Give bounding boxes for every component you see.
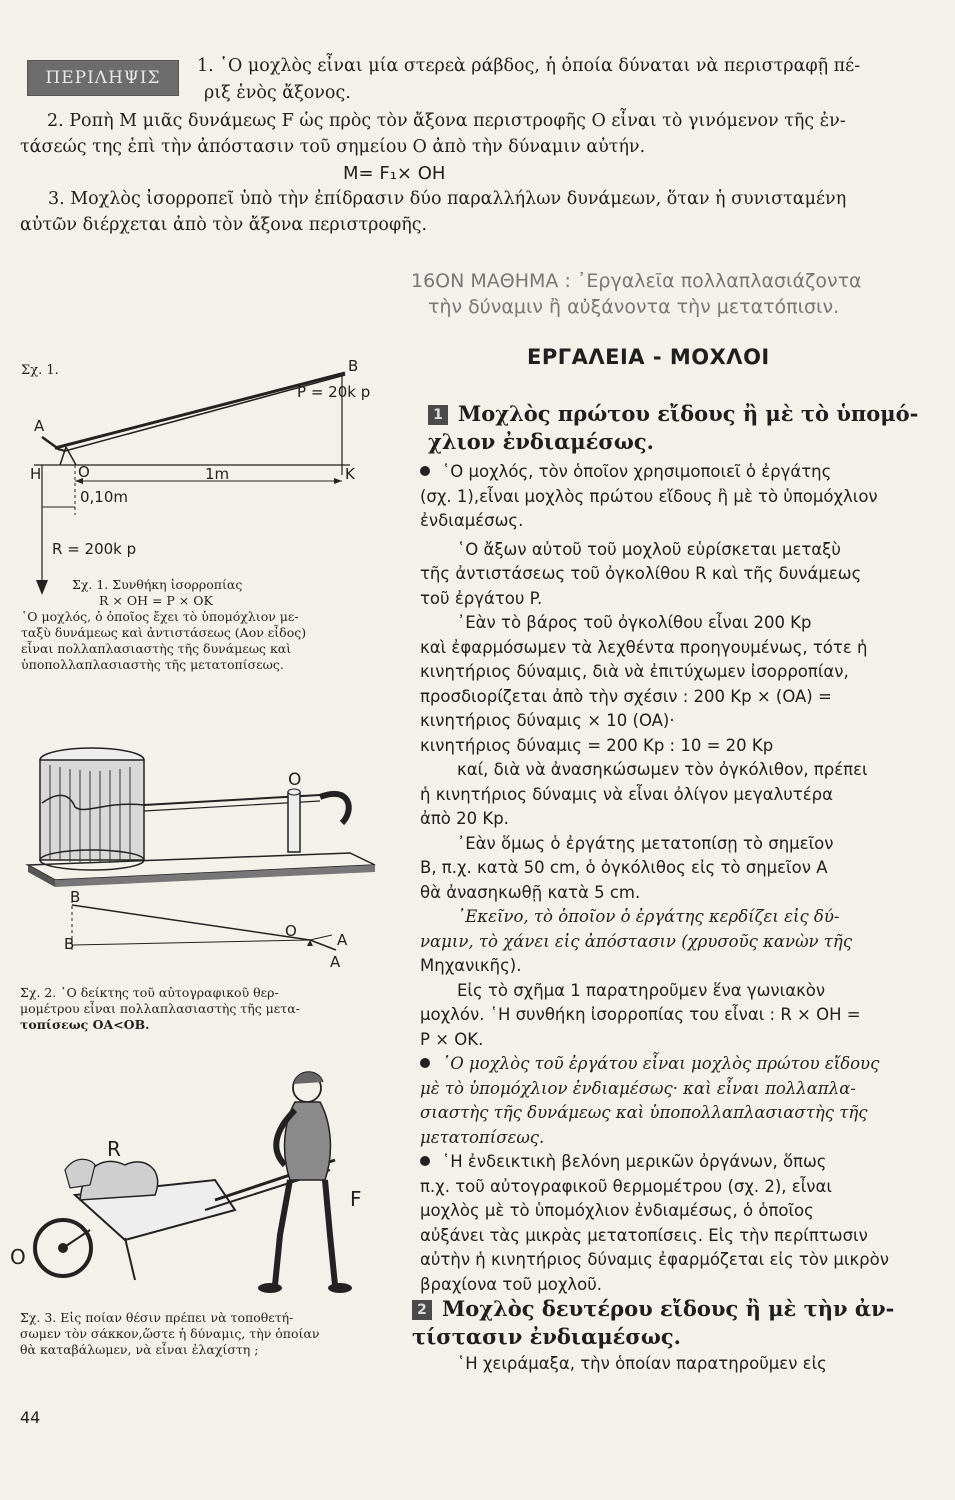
section2-line: ῾Η χειράμαξα, τὴν ὁποίαν παρατηροῦμεν εἰς: [457, 1354, 827, 1373]
section2-heading-cont: τίστασιν ἐνδιαμέσως.: [412, 1324, 681, 1349]
fig3-caption-3: θὰ καταβάλωμεν, νὰ εἶναι ἐλαχίστη ;: [20, 1342, 259, 1357]
body-line: Μηχανικῆς).: [420, 956, 522, 975]
body-line: τοῦ ἐργάτου P.: [420, 588, 543, 608]
body-line: ῾Ο ἄξων αὐτοῦ τοῦ μοχλοῦ εὑρίσκεται μεταξὺ: [457, 539, 841, 559]
figure-3: [5, 1060, 385, 1300]
fig1-label-h: H: [30, 465, 42, 483]
bullet-icon: [420, 1156, 430, 1166]
fig2-label-o-top: O: [288, 770, 302, 790]
lesson-title-line1: 16ΟΝ ΜΑΘΗΜΑ : ᾿Εργαλεῖα πολλαπλασιάζοντα: [411, 270, 862, 292]
body-line: π.χ. τοῦ αὐτογραφικοῦ θερμομέτρου (σχ. 2), εἶναι: [420, 1176, 832, 1196]
summary-point-3a: 3. Μοχλὸς ἰσορροπεῖ ὑπὸ τὴν ἐπίδρασιν δύο παραλλήλων δυνάμεων, ὅταν ἡ συνισταμένη: [48, 189, 847, 209]
body-line: σιαστὴς τῆς δυνάμεως καὶ ὑποπολλαπλασιαστὴς τῆς: [420, 1103, 868, 1122]
fig1-caption-5: εἶναι πολλαπλασιαστὴς τῆς δυνάμεως καὶ: [21, 641, 292, 656]
body-line: B, π.χ. κατὰ 50 cm, ὁ ὀγκόλιθος εἰς τὸ σημεῖον A: [420, 858, 828, 877]
fig1-force-r: R = 200k p: [52, 540, 137, 558]
bullet-icon: [420, 466, 430, 476]
summary-formula: M= F₁× OH: [343, 163, 446, 184]
summary-point-1b: ριξ ἑνὸς ἄξονος.: [204, 83, 351, 103]
fig1-force-p: P = 20k p: [297, 383, 371, 401]
body-line: αὐτὴν ἡ κινητήριος δύναμις ἐφαρμόζεται εἰς τὸν μικρὸν: [420, 1250, 889, 1269]
body-line: βραχίονα τοῦ μοχλοῦ.: [420, 1274, 603, 1294]
fig1-label-k: K: [345, 465, 355, 483]
body-line: ῾Ο μοχλός, τὸν ὁποῖον χρησιμοποιεῖ ὁ ἐργάτης: [420, 460, 920, 485]
fig2-caption-1: Σχ. 2. ῾Ο δείκτης τοῦ αὐτογραφικοῦ θερ-: [20, 985, 279, 1000]
fig1-caption-6: ὑποπολλαπλασιαστὴς τῆς μετατοπίσεως.: [21, 657, 284, 672]
body-line: ᾿Εὰν τὸ βάρος τοῦ ὀγκολίθου εἶναι 200 Kp: [457, 613, 812, 632]
fig1-caption-2: R × OH = P × OK: [99, 593, 213, 608]
body-line: μὲ τὸ ὑπομόχλιον ἐνδιαμέσως· καὶ εἶναι πολλαπλα-: [420, 1078, 856, 1098]
body-line: προσδιορίζεται ἀπὸ τὴν σχέσιν : 200 Kp × (OA) =: [420, 686, 832, 706]
fig3-caption-1: Σχ. 3. Εἰς ποίαν θέσιν πρέπει νὰ τοποθετή-: [20, 1310, 294, 1325]
section2-number: 2: [412, 1300, 432, 1320]
body-line: κινητήριος δύναμις, διὰ νὰ ἐπιτύχωμεν ἰσορροπίαν,: [420, 662, 849, 681]
section2-heading: 2 Μοχλὸς δευτέρου εἴδους ἢ μὲ τὴν ἀν-: [412, 1294, 894, 1323]
main-title: ΕΡΓΑΛΕΙΑ - ΜΟΧΛΟΙ: [527, 345, 770, 369]
fig3-label-f: F: [350, 1187, 362, 1211]
fig2-label-b1: B: [70, 888, 81, 906]
fig1-caption-4: ταξὺ δυνάμεως καὶ ἀντιστάσεως (Αον εἶδος): [21, 625, 307, 640]
section1-number: 1: [428, 405, 448, 425]
body-line: κινητήριος δύναμις = 200 Kp : 10 = 20 Kp: [420, 735, 774, 755]
body-line: θὰ ἀνασηκωθῇ κατὰ 5 cm.: [420, 882, 641, 902]
summary-point-1a: 1. ῾Ο μοχλὸς εἶναι μία στερεὰ ράβδος, ἡ ὁποία δύναται νὰ περιστραφῇ πέ-: [197, 56, 861, 76]
body-line: ῾Ο μοχλὸς τοῦ ἐργάτου εἶναι μοχλὸς πρώτου εἴδους: [420, 1052, 920, 1077]
section1-heading-cont: χλιον ἐνδιαμέσως.: [428, 429, 654, 454]
fig1-label-b: B: [348, 357, 359, 375]
fig2-label-b2: B: [64, 935, 75, 953]
fig1-caption-3: ῾Ο μοχλός, ὁ ὁποῖος ἔχει τὸ ὑπομόχλιον με-: [21, 609, 299, 624]
body-line: ναμιν, τὸ χάνει εἰς ἀπόστασιν (χρυσοῦς κανὼν τῆς: [420, 931, 853, 951]
body-line: κινητήριος δύναμις × 10 (OA)·: [420, 711, 675, 730]
fig1-distance-010: 0,10m: [80, 488, 129, 506]
body-line: τῆς ἀντιστάσεως τοῦ ὀγκολίθου R καὶ τῆς δυνάμεως: [420, 564, 862, 583]
figure-2: [20, 735, 390, 985]
summary-point-3b: αὐτῶν διέρχεται ἀπὸ τὸν ἄξονα περιστροφῆς.: [20, 215, 428, 235]
body-line: (σχ. 1),εἶναι μοχλὸς πρώτου εἴδους ἢ μὲ τὸ ὑπομόχλιον: [420, 486, 878, 506]
fig3-label-r: R: [107, 1137, 121, 1161]
lesson-title-line2: τὴν δύναμιν ἢ αὐξάνοντα τὴν μετατόπισιν.: [428, 296, 840, 318]
summary-badge: ΠΕΡΙΛΗΨΙΣ: [27, 60, 179, 96]
fig1-distance-1m: 1m: [205, 465, 230, 483]
fig1-title: Σχ. 1.: [21, 363, 59, 378]
fig2-label-a2: A: [330, 953, 341, 971]
fig2-label-o: O: [285, 922, 297, 940]
fig1-caption-1: Σχ. 1. Συνθήκη ἰσορροπίας: [72, 577, 243, 592]
body-line: P × OK.: [420, 1029, 484, 1049]
body-line: ᾿Εὰν ὅμως ὁ ἐργάτης μετατοπίσῃ τὸ σημεῖον: [457, 833, 834, 853]
body-line: μοχλόν. ῾Η συνθήκη ἰσορροπίας του εἶναι : R × OH =: [420, 1005, 861, 1024]
body-line: καί, διὰ νὰ ἀνασηκώσωμεν τὸν ὀγκόλιθον, πρέπει: [457, 760, 868, 779]
section1-heading: 1 Μοχλὸς πρώτου εἴδους ἢ μὲ τὸ ὑπομό-: [428, 399, 918, 428]
body-line: μοχλὸς μὲ τὸ ὑπομόχλιον ἐνδιαμέσως, ὁ ὁποῖος: [420, 1201, 814, 1220]
body-line: ᾿Εκεῖνο, τὸ ὁποῖον ὁ ἐργάτης κερδίζει εἰς δύ-: [457, 907, 840, 926]
summary-point-2a: 2. Ροπὴ Μ μιᾶς δυνάμεως F ὡς πρὸς τὸν ἄξονα περιστροφῆς Ο εἶναι τὸ γινόμενον τῆς ἐν-: [47, 111, 846, 131]
body-line: αὐξάνει τὰς μικρὰς μετατοπίσεις. Εἰς τὴν περίπτωσιν: [420, 1225, 868, 1245]
thermograph-illustration: [20, 735, 390, 985]
section1-body: [420, 460, 920, 1297]
body-line: ἐνδιαμέσως.: [420, 511, 524, 530]
fig1-label-a: A: [34, 417, 45, 435]
body-line: Εἰς τὸ σχῆμα 1 παρατηροῦμεν ἕνα γωνιακὸν: [457, 980, 826, 1000]
fig2-caption-2: μομέτρου εἶναι πολλαπλασιαστὴς τῆς μετα-: [20, 1001, 300, 1016]
body-line: ἀπὸ 20 Kp.: [420, 809, 509, 828]
body-line: ἡ κινητήριος δύναμις νὰ εἶναι ὀλίγον μεγαλυτέρα: [420, 784, 833, 804]
page-number: 44: [20, 1408, 41, 1427]
body-line: μετατοπίσεως.: [420, 1127, 545, 1147]
figure-1: [20, 355, 380, 605]
summary-point-2b: τάσεώς της ἐπὶ τὴν ἀπόστασιν τοῦ σημείου Ο ἀπὸ τὴν δύναμιν αὐτήν.: [20, 137, 646, 157]
fig3-label-o: O: [10, 1245, 26, 1269]
bullet-icon: [420, 1058, 430, 1068]
fig2-label-a1: A: [337, 931, 348, 949]
body-line: καὶ ἐφαρμόσωμεν τὰ λεχθέντα προηγουμένως, τότε ἡ: [420, 637, 868, 657]
fig1-label-o: O: [78, 463, 90, 481]
body-line: ῾Η ἐνδεικτικὴ βελόνη μερικῶν ὀργάνων, ὅπως: [420, 1150, 920, 1175]
fig3-caption-2: σωμεν τὸν σάκκον,ὥστε ἡ δύναμις, τὴν ὁποίαν: [20, 1326, 320, 1341]
wheelbarrow-illustration: [5, 1060, 385, 1300]
fig2-caption-3: τοπίσεως OA<OB.: [20, 1017, 150, 1032]
